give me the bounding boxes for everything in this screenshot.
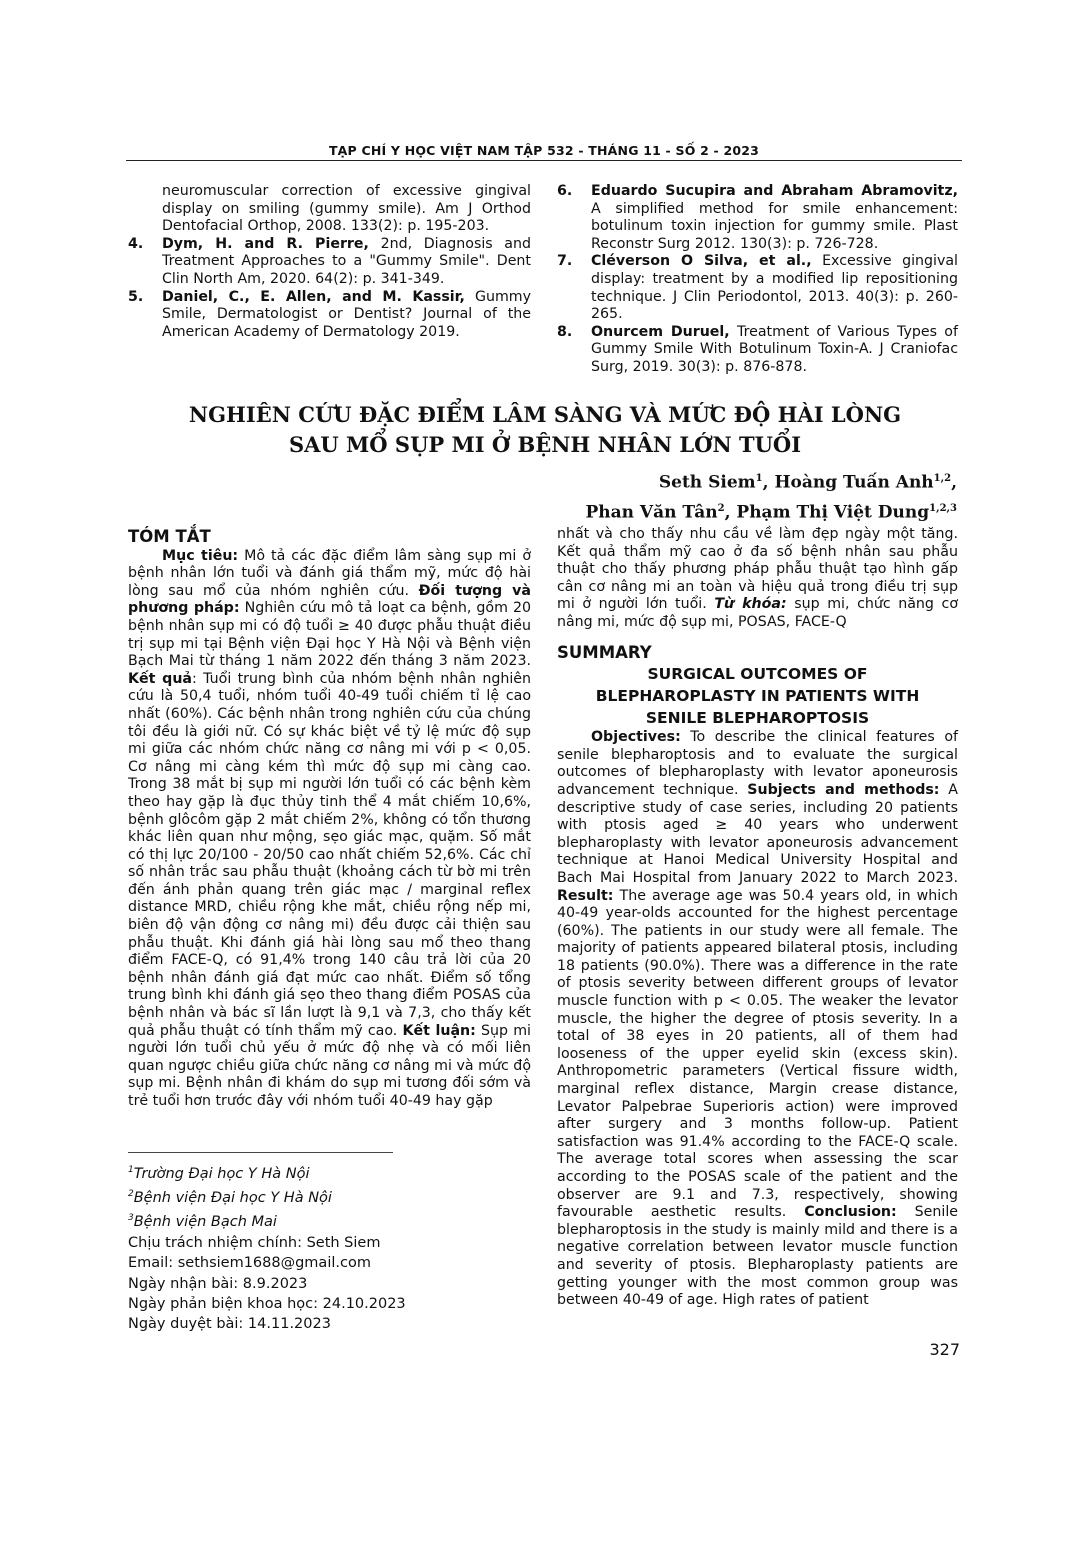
author-name: Seth Siem [658,472,756,493]
footnote-rule [128,1152,393,1153]
reference-authors: Onurcem Duruel, [591,323,730,340]
abstract-vietnamese [128,528,531,1111]
page-number: 327 [929,1340,960,1359]
summary-title-line-1: SURGICAL OUTCOMES OF [647,665,868,684]
label-subjects-methods: Subjects and methods: [747,781,940,798]
summary-heading: SUMMARY [557,642,652,662]
reference-text: Excessive gingival display: treatment by a modified lip repositioning technique. J Clin Periodontol, 2013. 40(3): p. 260-265. [591,253,958,323]
abstract-heading: TÓM TẮT [128,527,211,546]
label-conclusion: Kết luận: [402,1022,476,1039]
reference-4 [128,236,531,289]
author-affiliation-mark: 1,2 [933,473,952,484]
summary-conclusion-text: Senile blepharoptosis in the study is mainly mild and there is a negative correlation between levator muscle function and severity of ptosis. Blepharoplasty patients are getting younger with the most common group was between 40-49 of age. High rates of patient [557,1204,959,1309]
footnotes [128,1160,528,1335]
author-affiliation-mark: 1,2,3 [929,502,957,514]
reference-authors: Eduardo Sucupira and Abraham Abramovitz, [591,183,958,199]
date-accepted: Ngày duyệt bài: 14.11.2023 [128,1316,331,1333]
label-results: Kết quả [128,670,193,687]
author-line-1: Seth Siem$^1$, Hoàng Tuấn Anh$^{1,2}$, [658,472,957,493]
summary-title-line-3: SENILE BLEPHAROPTOSIS [645,709,870,728]
author-list [585,466,957,525]
keywords-text: sụp mi, chức năng cơ nâng mi, mức độ sụp mi, POSAS, FACE-Q [557,596,958,630]
label-result: Result: [557,887,614,904]
affiliation-2: $^2$Bệnh viện Đại học Y Hà Nội [128,1189,332,1207]
results-text: : Tuổi trung bình của nhóm bệnh nhân nghiên cứu là 50,4 tuổi, nhóm tuổi 40-49 tuổi chiếm tỉ lệ cao nhất (60%). Các bệnh nhân trong nghiên cứu của chúng tôi đều là giới nữ. Có sự khác biệt về tỷ lệ mức độ sụp mi giữa các nhóm chức năng cơ nâng mi với p < 0,05. Cơ nâng mi càng kém thì mức độ sụp mi càng cao. Trong 38 mắt bị sụp mi người lớn tuổi có các bệnh kèm theo hay gặp là đục thủy tinh thể 4 mắt chiếm 10,6%, bệnh glôcôm gặp 2 mắt chiếm 2%, không có tổn thương khác liên quan như mộng, sẹo giác mạc, quặm. Số mắt có thị lực 20/100 - 20/50 cao nhất chiếm 52,6%. Các chỉ số nhân trắc sau phẫu thuật (khoảng cách từ bờ mi trên đến ánh phản quang trên giác mạc / marginal reflex distance MRD, chiều rộng khe mắt, chiều rộng nếp mi, biên độ vận động cơ nâng mi) đều được cải thiện sau phẫu thuật. Khi đánh giá hài lòng sau mổ theo thang điểm FACE-Q, có 91,4% trong 140 câu trả lời của 20 bệnh nhân đánh giá đạt mức cao nhất. Điểm số tổng trung bình khi đánh giá sẹo theo thang điểm POSAS của bệnh nhân và bác sĩ lần lượt là 9,1 và 7,3, cho thấy kết quả phẫu thuật có tính thẩm mỹ cao. [128,670,532,1039]
label-objective: Mục tiêu: [162,547,239,564]
reference-number: 8. [557,323,573,340]
label-objectives: Objectives: [591,729,681,746]
methods-text: Nghiên cứu mô tả loạt ca bệnh, gồm 20 bệnh nhân sụp mi có độ tuổi ≥ 40 được phẫu thuật điều trị sụp mi tại Bệnh viện Đại học Y Hà Nội và Bệnh viện Bạch Mai từ tháng 1 năm 2022 đến tháng 3 năm 2023. [128,600,531,670]
reference-3-continuation: neuromuscular correction of excessive gingival display on smiling (gummy smile). Am J Orthod Dentofacial Orthop, 2008. 133(2): p. 195-203. [162,183,531,235]
author-name: Phạm Thị Việt Dung [736,502,930,523]
author-name: Hoàng Tuấn Anh [774,472,934,493]
corresponding-email: Email: sethsiem1688@gmail.com [128,1255,371,1272]
reference-number: 4. [128,235,144,252]
affiliation-1-text: Trường Đại học Y Hà Nội [133,1165,310,1182]
corresponding-author: Chịu trách nhiệm chính: Seth Siem [128,1234,381,1251]
author-line-2: Phan Văn Tân$^2$, Phạm Thị Việt Dung$^{1,2,3}$ [585,502,957,523]
reference-text: A simplified method for smile enhancement: botulinum toxin injection for gummy smile. Plast Reconstr Surg 2012. 130(3): p. 726-728. [591,200,958,252]
date-reviewed: Ngày phản biện khoa học: 24.10.2023 [128,1295,406,1312]
abstract-body [128,548,531,1111]
result-text: The average age was 50.4 years old, in which 40-49 year-olds accounted for the highest percentage (60%). The patients in our study were all female. The majority of patients appeared bilateral ptosis, including 18 patients (90.0%). There was a difference in the rate of ptosis severity between different groups of levator muscle function with p < 0.05. The weaker the levator muscle, the higher the degree of ptosis severity. In a total of 38 eyes in 20 patients, all of them had looseness of the upper eyelid skin (excess skin). Anthropometric parameters (Vertical fissure width, marginal reflex distance, Margin crease distance, Levator Palpebrae Superioris action) were improved after surgery and 3 months follow-up. Patient satisfaction was 91.4% according to the FACE-Q scale. The average total scores when assessing the scar according to the POSAS scale of the patient and the observer are 9.1 and 7.3, respectively, showing favourable aesthetic results. [557,887,958,1221]
article-title-line-2: SAU MỔ SỤP MI Ở BỆNH NHÂN LỚN TUỔI [288,432,802,457]
reference-8 [557,324,958,377]
affiliation-1: $^1$Trường Đại học Y Hà Nội [128,1165,310,1182]
reference-number: 5. [128,288,144,305]
header-rule [126,160,962,161]
reference-authors: Dym, H. and R. Pierre, [162,235,369,252]
conclusion-text: Sụp mi người lớn tuổi chủ yếu ở mức độ nhẹ và có mối liên quan ngược chiều giữa chức năng cơ nâng mi và mức độ sụp mi. Bệnh nhân đi khám do sụp mi tương đối sớm và trẻ tuổi hơn trước đây với nhóm tuổi 40-49 hay gặp [128,1022,531,1109]
reference-authors: Daniel, C., E. Allen, and M. Kassir, [162,288,465,305]
reference-authors: Cléverson O Silva, et al., [591,253,812,270]
reference-5 [128,289,531,342]
label-methods: Đối tượng và phương pháp: [128,582,531,617]
date-received: Ngày nhận bài: 8.9.2023 [128,1275,308,1292]
author-name: Phan Văn Tân [585,502,718,523]
subjects-methods-text: A descriptive study of case series, including 20 patients with ptosis aged ≥ 40 years who underwent blepharoplasty with levator aponeurosis advancement technique at Hanoi Medical University Hospital and Bach Mai Hospital from January 2022 to March 2023. [557,781,959,886]
references-left [128,183,531,341]
author-affiliation-mark: 1 [755,473,763,484]
reference-text: Treatment of Various Types of Gummy Smile With Botulinum Toxin-A. J Craniofac Surg, 2019. 30(3): p. 876-878. [591,323,958,375]
references-right [557,183,958,377]
objective-text: Mô tả các đặc điểm lâm sàng sụp mi ở bệnh nhân lớn tuổi và đánh giá thẩm mỹ, mức độ hài lòng sau mổ của nhóm nghiên cứu. [128,547,532,599]
summary-body [557,729,958,1310]
article-title-line-1: NGHIÊN CỨU ĐẶC ĐIỂM LÂM SÀNG VÀ MỨC ĐỘ HÀI LÒNG [188,402,902,427]
abstract-continuation [557,526,958,632]
reference-number: 7. [557,253,573,270]
journal-header: TẠP CHÍ Y HỌC VIỆT NAM TẬP 532 - THÁNG 11 - SỐ 2 - 2023 [328,143,760,158]
affiliation-2-text: Bệnh viện Đại học Y Hà Nội [133,1190,332,1207]
reference-text: 2nd, Diagnosis and Treatment Approaches to a "Gummy Smile". Dent Clin North Am, 2020. 64(2): p. 341-349. [162,235,532,287]
right-column-body [557,526,958,1310]
label-summary-conclusion: Conclusion: [804,1204,897,1221]
reference-text: Gummy Smile, Dermatologist or Dentist? Journal of the American Academy of Dermatology 2019. [162,288,532,340]
reference-number: 6. [557,183,573,199]
reference-7 [557,253,958,323]
abstract-continuation-text: nhất và cho thấy nhu cầu về làm đẹp ngày một tăng. Kết quả thẩm mỹ cao ở đa số bệnh nhân sau phẫu thuật cho thấy phương pháp phẫu thuật tạo hình gấp cân cơ nâng mi an toàn và hiệu quả trong điều trị sụp mi ở người lớn tuổi. [557,526,958,613]
article-title [150,400,940,460]
label-keywords: Từ khóa: [714,596,787,613]
affiliation-3-text: Bệnh viện Bạch Mai [133,1214,277,1231]
summary-title-line-2: BLEPHAROPLASTY IN PATIENTS WITH [595,687,920,706]
reference-6 [557,183,958,253]
affiliation-3: $^3$Bệnh viện Bạch Mai [128,1213,277,1231]
objectives-text: To describe the clinical features of senile blepharoptosis and to evaluate the surgical outcomes of blepharoplasty with levator aponeurosis advancement technique. [557,729,958,798]
author-affiliation-mark: 2 [717,502,725,514]
